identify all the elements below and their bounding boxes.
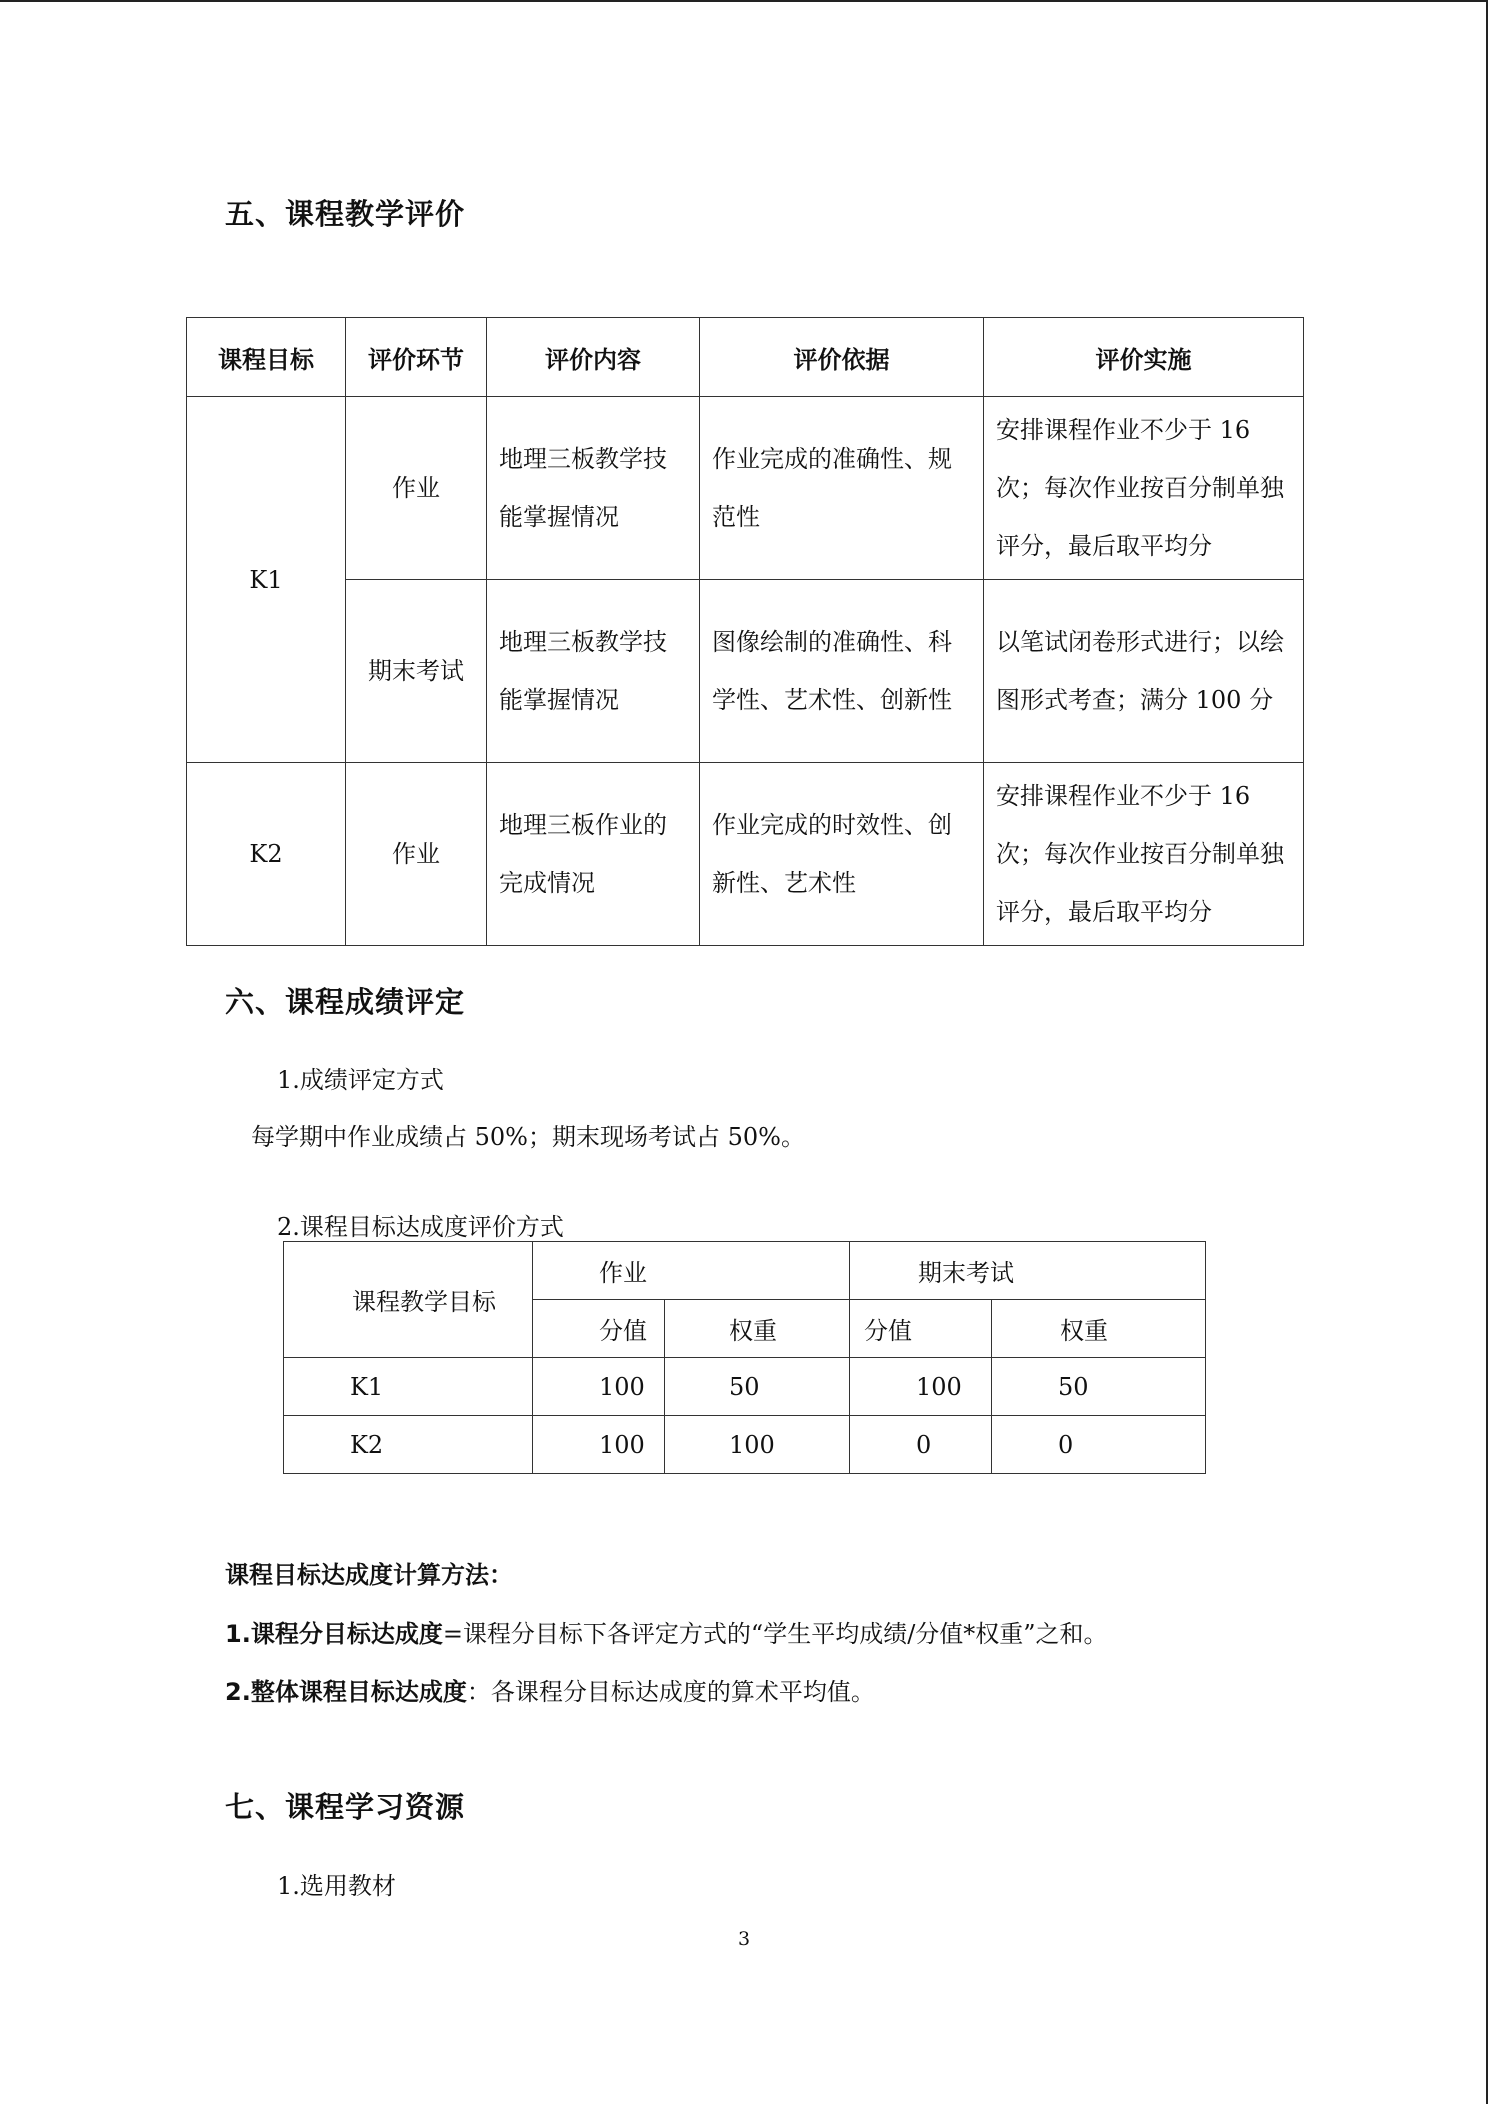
header-cell: 评价依据 — [700, 318, 984, 397]
section-6-title: 六、课程成绩评定 — [225, 985, 466, 1019]
header-cell: 课程目标 — [187, 318, 346, 397]
corner-cell: 课程教学目标 — [284, 1242, 533, 1358]
calc-line-1-definition: =课程分目标下各评定方式的“学生平均成绩/分值*权重”之和。 — [442, 1620, 1108, 1648]
score-table — [283, 1241, 1206, 1474]
page-top-border — [0, 0, 1488, 2]
table-row — [187, 763, 1304, 946]
stage-cell: 作业 — [346, 763, 487, 946]
basis-cell: 图像绘制的准确性、科学性、艺术性、创新性 — [700, 580, 984, 763]
table-row — [187, 580, 1304, 763]
group-header-final-exam: 期末考试 — [850, 1242, 1206, 1300]
calc-heading: 课程目标达成度计算方法： — [225, 1561, 513, 1589]
impl-cell: 以笔试闭卷形式进行；以绘图形式考查；满分 100 分 — [984, 580, 1304, 763]
basis-cell: 作业完成的时效性、创新性、艺术性 — [700, 763, 984, 946]
calc-line-1 — [225, 1614, 1108, 1649]
subsection-1-title: 1.成绩评定方式 — [277, 1066, 444, 1094]
section-7-title: 七、课程学习资源 — [225, 1790, 466, 1824]
evaluation-table — [186, 317, 1304, 946]
calc-line-1-term: 1.课程分目标达成度 — [225, 1620, 443, 1648]
sub-header-cell: 分值 — [850, 1300, 992, 1358]
content-cell: 地理三板教学技能掌握情况 — [487, 397, 700, 580]
grading-text: 每学期中作业成绩占 50%；期末现场考试占 50%。 — [251, 1123, 805, 1151]
table-header-row — [284, 1242, 1206, 1300]
table-row — [187, 397, 1304, 580]
goal-cell: K2 — [187, 763, 346, 946]
value-cell: 100 — [533, 1416, 665, 1474]
subsection-textbook-title: 1.选用教材 — [277, 1872, 396, 1900]
goal-cell: K1 — [284, 1358, 533, 1416]
value-cell: 100 — [665, 1416, 850, 1474]
sub-header-cell: 权重 — [992, 1300, 1206, 1358]
page-number: 3 — [738, 1928, 751, 1950]
stage-cell: 期末考试 — [346, 580, 487, 763]
value-cell: 100 — [850, 1358, 992, 1416]
table-row — [284, 1358, 1206, 1416]
impl-cell: 安排课程作业不少于 16 次；每次作业按百分制单独评分，最后取平均分 — [984, 397, 1304, 580]
subsection-2-title: 2.课程目标达成度评价方式 — [277, 1213, 564, 1241]
table-row — [284, 1416, 1206, 1474]
goal-cell: K2 — [284, 1416, 533, 1474]
sub-header-cell: 分值 — [533, 1300, 665, 1358]
sub-header-cell: 权重 — [665, 1300, 850, 1358]
value-cell: 50 — [992, 1358, 1206, 1416]
header-cell: 评价内容 — [487, 318, 700, 397]
content-cell: 地理三板作业的完成情况 — [487, 763, 700, 946]
value-cell: 100 — [533, 1358, 665, 1416]
goal-cell: K1 — [187, 397, 346, 763]
impl-cell: 安排课程作业不少于 16 次；每次作业按百分制单独评分，最后取平均分 — [984, 763, 1304, 946]
basis-cell: 作业完成的准确性、规范性 — [700, 397, 984, 580]
content-cell: 地理三板教学技能掌握情况 — [487, 580, 700, 763]
value-cell: 50 — [665, 1358, 850, 1416]
calc-line-2-definition: ：各课程分目标达成度的算术平均值。 — [466, 1678, 875, 1706]
header-cell: 评价环节 — [346, 318, 487, 397]
stage-cell: 作业 — [346, 397, 487, 580]
section-5-title: 五、课程教学评价 — [225, 197, 466, 231]
value-cell: 0 — [850, 1416, 992, 1474]
table-header-row — [187, 318, 1304, 397]
header-cell: 评价实施 — [984, 318, 1304, 397]
group-header-homework: 作业 — [533, 1242, 850, 1300]
calc-line-2-term: 2.整体课程目标达成度 — [225, 1678, 467, 1706]
calc-line-2 — [225, 1672, 875, 1707]
value-cell: 0 — [992, 1416, 1206, 1474]
